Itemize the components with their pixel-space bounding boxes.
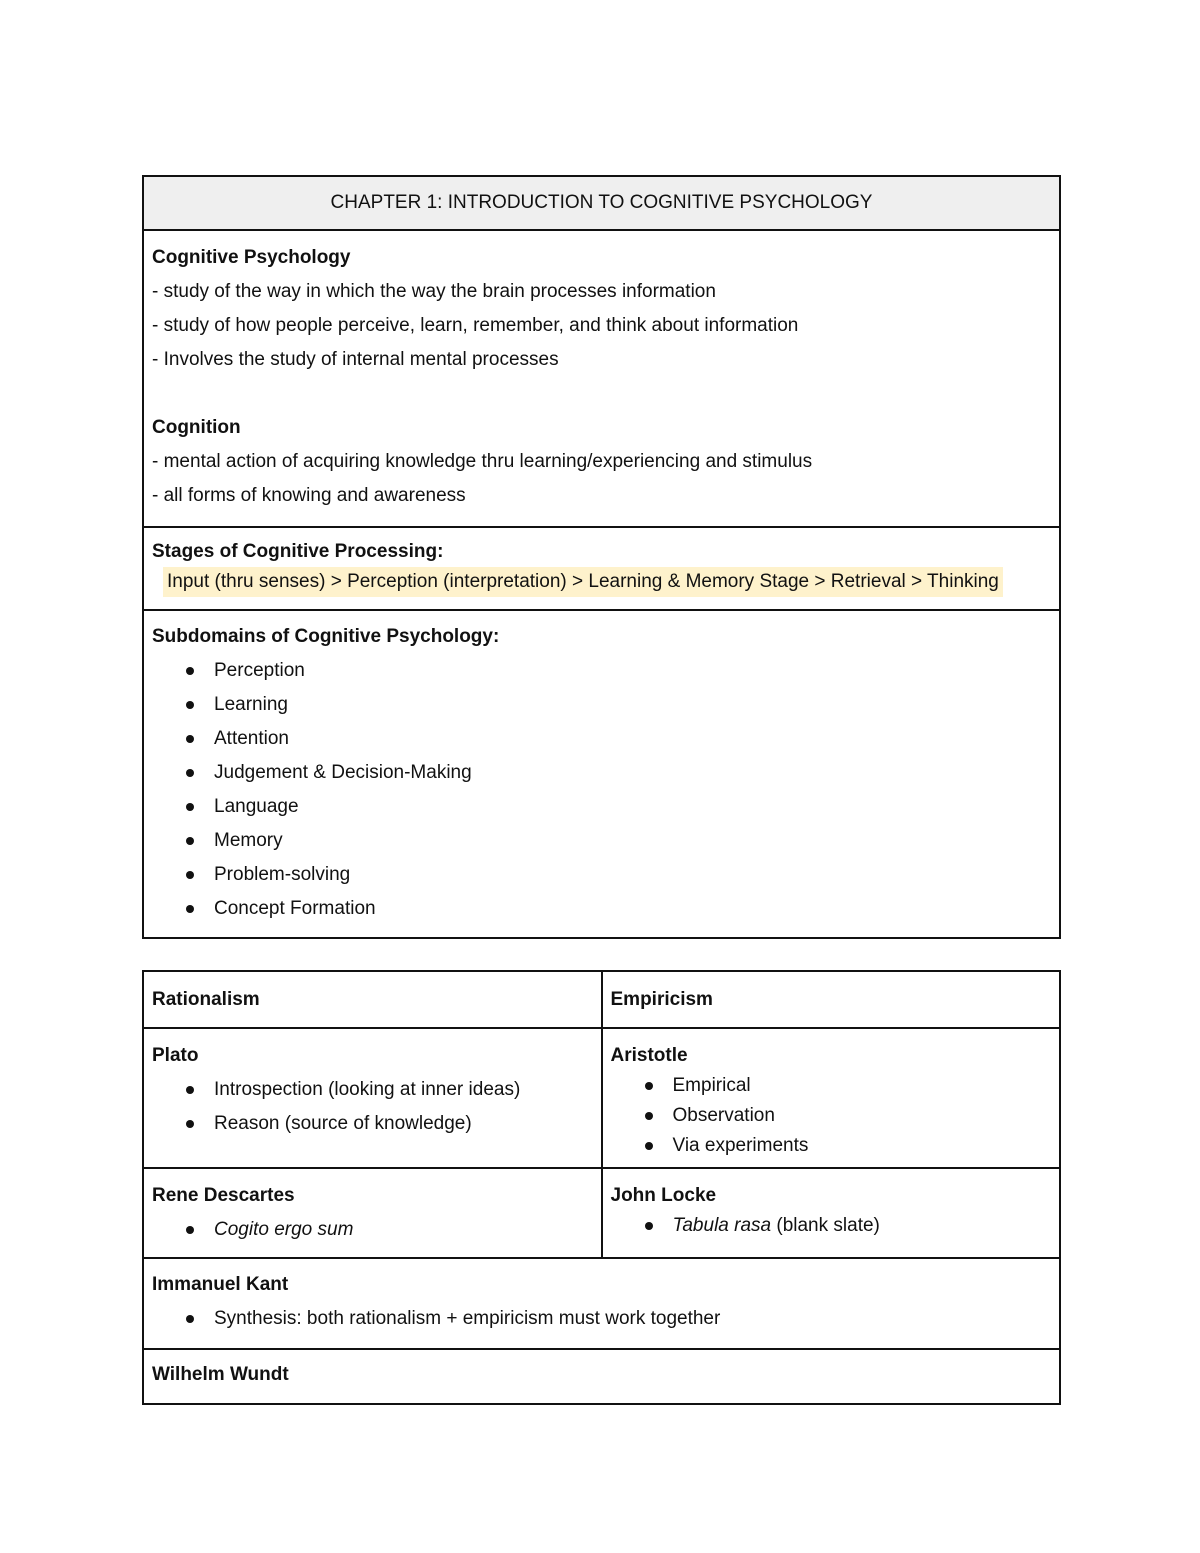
subdomains-cell: [143, 610, 1060, 938]
list-item: Perception: [152, 654, 1051, 688]
list-item: Memory: [152, 824, 1051, 858]
chapter-title: CHAPTER 1: INTRODUCTION TO COGNITIVE PSYCHOLOGY: [143, 176, 1060, 230]
kant-cell: [143, 1258, 1060, 1349]
list-item: Synthesis: both rationalism + empiricism must work together: [152, 1302, 1051, 1336]
list-item: Language: [152, 790, 1051, 824]
locke-name: John Locke: [610, 1185, 717, 1206]
tabula-rasa-text: Tabula rasa: [672, 1215, 772, 1236]
plato-name: Plato: [152, 1045, 199, 1066]
plato-cell: [143, 1028, 602, 1168]
definition-line: - Involves the study of internal mental processes: [152, 349, 559, 370]
list-item: Reason (source of knowledge): [152, 1107, 593, 1141]
list-item: Observation: [611, 1101, 1052, 1131]
chapter-table: [142, 175, 1061, 939]
list-item: Via experiments: [611, 1131, 1052, 1161]
empiricism-header: Empiricism: [602, 971, 1061, 1028]
list-item: Judgement & Decision-Making: [152, 756, 1051, 790]
cognitive-psychology-heading: Cognitive Psychology: [152, 247, 351, 268]
list-item: Concept Formation: [152, 892, 1051, 926]
list-item: Introspection (looking at inner ideas): [152, 1073, 593, 1107]
stages-cell: [143, 527, 1060, 610]
list-item: [611, 1211, 1052, 1241]
blank-slate-text: (blank slate): [771, 1215, 880, 1236]
list-item: Cogito ergo sum: [152, 1213, 593, 1247]
locke-cell: [602, 1168, 1061, 1258]
aristotle-cell: [602, 1028, 1061, 1168]
wundt-name: Wilhelm Wundt: [152, 1364, 289, 1385]
subdomains-list: [152, 654, 1051, 926]
list-item: Learning: [152, 688, 1051, 722]
list-item: Problem-solving: [152, 858, 1051, 892]
definition-line: - study of how people perceive, learn, remember, and think about information: [152, 315, 799, 336]
list-item: Empirical: [611, 1071, 1052, 1101]
descartes-cell: [143, 1168, 602, 1258]
stages-heading: Stages of Cognitive Processing:: [152, 541, 444, 562]
rationalism-header: Rationalism: [143, 971, 602, 1028]
subdomains-heading: Subdomains of Cognitive Psychology:: [152, 626, 500, 647]
cognition-heading: Cognition: [152, 417, 241, 438]
stages-highlight: Input (thru senses) > Perception (interpretation) > Learning & Memory Stage > Retrieval > Thinking: [163, 567, 1003, 597]
kant-name: Immanuel Kant: [152, 1274, 289, 1295]
definition-line: - all forms of knowing and awareness: [152, 485, 466, 506]
aristotle-name: Aristotle: [610, 1045, 688, 1066]
descartes-name: Rene Descartes: [152, 1185, 295, 1206]
philosophy-table: [142, 970, 1061, 1405]
definition-line: - study of the way in which the way the brain processes information: [152, 281, 716, 302]
definitions-cell: [143, 230, 1060, 527]
blank-line: [152, 377, 1051, 411]
wundt-cell: [143, 1349, 1060, 1404]
list-item: Attention: [152, 722, 1051, 756]
definition-line: - mental action of acquiring knowledge thru learning/experiencing and stimulus: [152, 451, 813, 472]
